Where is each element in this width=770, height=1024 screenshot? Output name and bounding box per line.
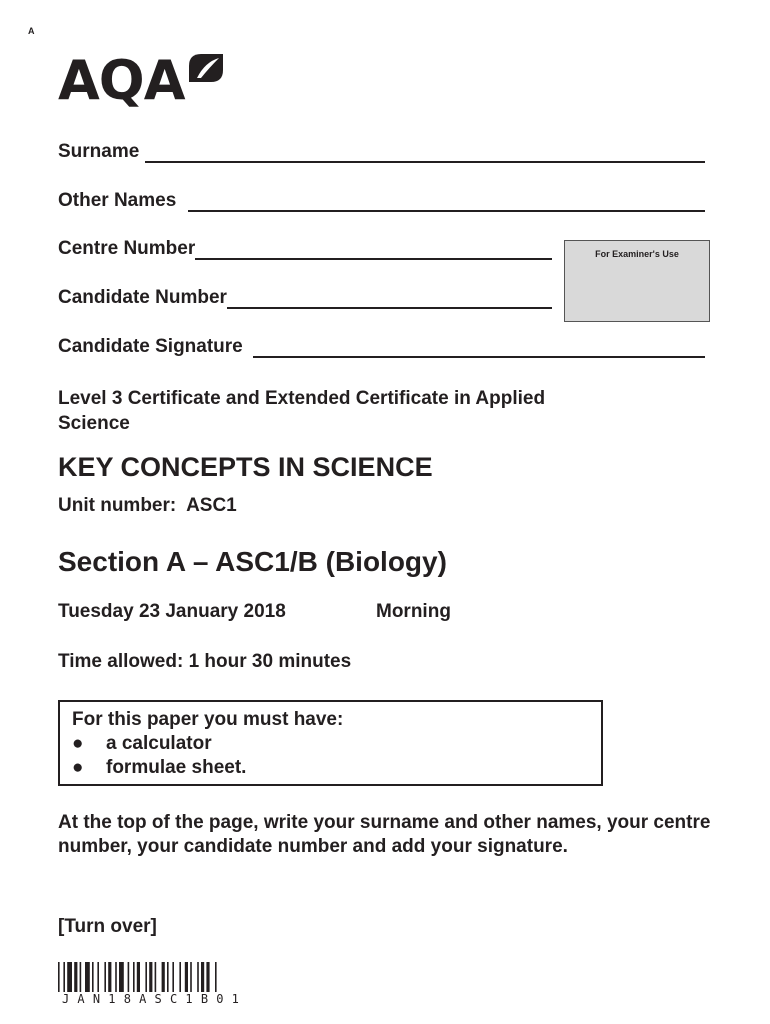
requirements-heading: For this paper you must have: bbox=[72, 709, 344, 730]
centre-number-line[interactable] bbox=[195, 240, 552, 260]
bullet-icon: ● bbox=[72, 733, 84, 754]
requirements-list bbox=[72, 732, 589, 780]
candidate-number-line[interactable] bbox=[227, 289, 552, 309]
barcode bbox=[58, 962, 304, 992]
examiner-use-label: For Examiner's Use bbox=[595, 249, 679, 259]
surname-field[interactable] bbox=[58, 141, 705, 163]
candidate-signature-label: Candidate Signature bbox=[58, 336, 243, 357]
bullet-icon: ● bbox=[72, 757, 84, 778]
section-title: Section A – ASC1/B (Biology) bbox=[58, 546, 447, 577]
paper-title: KEY CONCEPTS IN SCIENCE bbox=[58, 452, 433, 482]
unit-number: Unit number: ASC1 bbox=[58, 495, 237, 516]
list-item: ● formulae sheet. bbox=[72, 757, 247, 778]
candidate-number-label: Candidate Number bbox=[58, 287, 227, 308]
other-names-field[interactable] bbox=[58, 190, 705, 212]
candidate-number-field[interactable] bbox=[58, 287, 552, 309]
logo-text: AQA bbox=[58, 49, 185, 112]
turn-over: [Turn over] bbox=[58, 916, 157, 937]
requirements-box bbox=[58, 700, 603, 786]
aqa-leaf-icon bbox=[187, 52, 227, 84]
exam-date: Tuesday 23 January 2018 bbox=[58, 601, 286, 622]
time-allowed: Time allowed: 1 hour 30 minutes bbox=[58, 651, 352, 672]
surname-label: Surname bbox=[58, 141, 140, 162]
exam-session: Morning bbox=[376, 601, 451, 622]
qualification-title: Level 3 Certificate and Extended Certificate in Applied Science bbox=[58, 388, 546, 434]
candidate-signature-line[interactable] bbox=[253, 338, 705, 358]
instructions-text: At the top of the page, write your surname and other names, your centre number, your candidate number and add your signature. bbox=[58, 812, 711, 857]
barcode-text: JAN18ASC1B01 bbox=[62, 992, 248, 1006]
surname-line[interactable] bbox=[145, 143, 705, 163]
other-names-line[interactable] bbox=[188, 192, 705, 212]
list-item: ● a calculator bbox=[72, 733, 212, 754]
other-names-label: Other Names bbox=[58, 190, 177, 211]
examiner-use-box bbox=[564, 240, 710, 322]
corner-mark: A bbox=[28, 26, 35, 36]
centre-number-label: Centre Number bbox=[58, 238, 196, 259]
centre-number-field[interactable] bbox=[58, 238, 552, 260]
aqa-logo bbox=[58, 49, 227, 112]
candidate-signature-field[interactable] bbox=[58, 336, 705, 358]
